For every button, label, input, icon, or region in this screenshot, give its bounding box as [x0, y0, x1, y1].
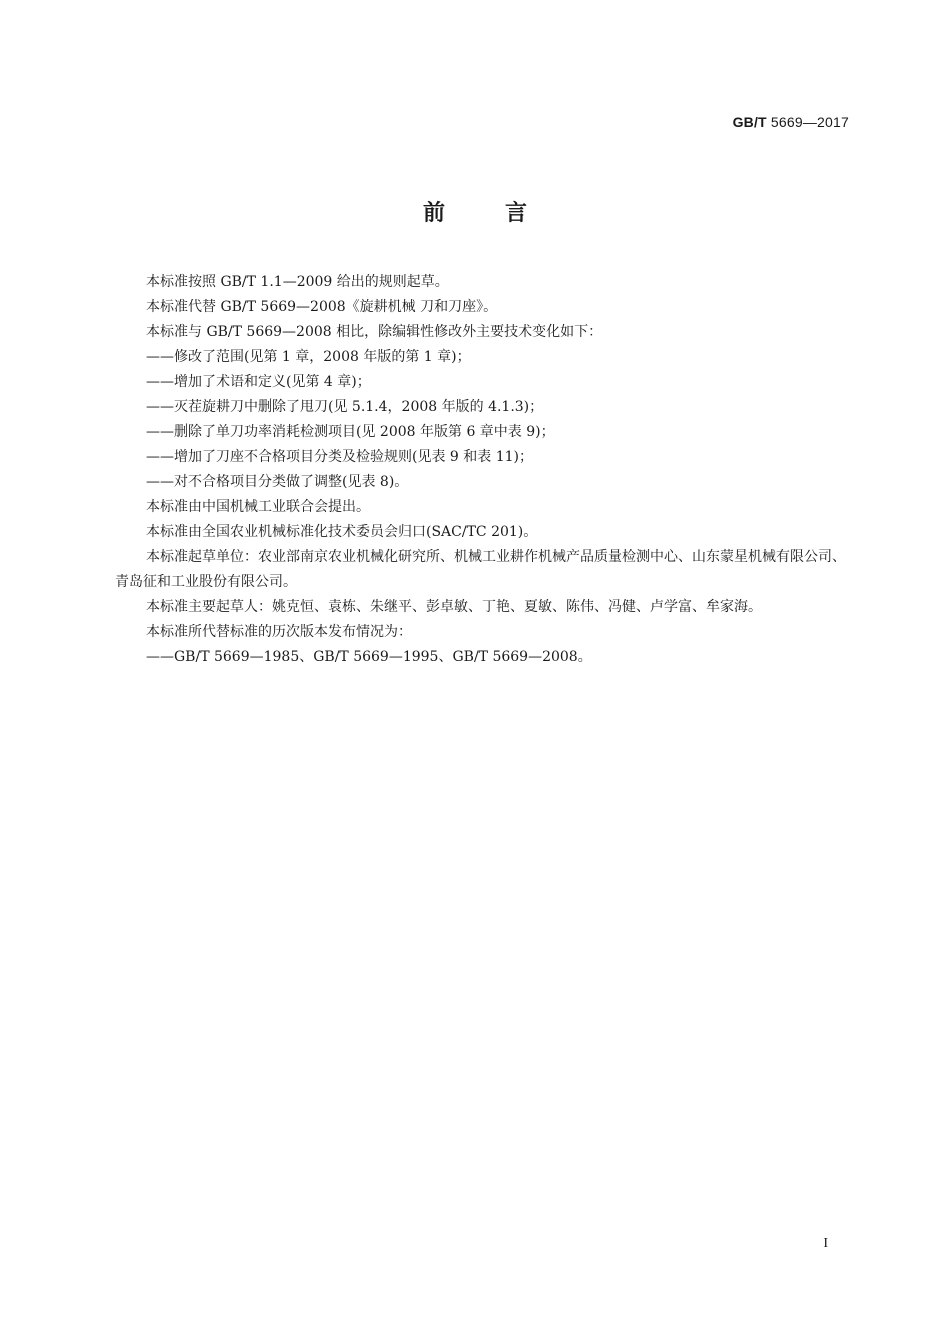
change-item: ——删除了单刀功率消耗检测项目(见 2008 年版第 6 章中表 9)； [146, 424, 555, 440]
paragraph-administered-by: 本标准由全国农业机械标准化技术委员会归口(SAC/TC 201)。 [146, 524, 538, 540]
paragraph-proposed-by: 本标准由中国机械工业联合会提出。 [146, 499, 370, 515]
change-item: ——修改了范围(见第 1 章，2008 年版的第 1 章)； [146, 349, 471, 365]
standard-number: 5669—2017 [770, 114, 849, 130]
history-item: ——GB/T 5669—1985、GB/T 5669—1995、GB/T 5669—2008。 [146, 649, 592, 665]
change-item: ——对不合格项目分类做了调整(见表 8)。 [146, 474, 409, 490]
paragraph-replaces: 本标准代替 GB/T 5669—2008《旋耕机械 刀和刀座》。 [146, 299, 498, 315]
paragraph-changes-intro: 本标准与 GB/T 5669—2008 相比，除编辑性修改外主要技术变化如下： [146, 324, 603, 340]
page-title: 前言 [422, 201, 587, 226]
foreword-body [115, 270, 850, 670]
page-number: I [823, 1236, 828, 1251]
paragraph-drafting-units: 本标准起草单位：农业部南京农业机械化研究所、机械工业耕作机械产品质量检测中心、山东蒙星机械有限公司、青岛征和工业股份有限公司。 [115, 549, 846, 590]
change-item: ——增加了刀座不合格项目分类及检验规则(见表 9 和表 11)； [146, 449, 533, 465]
paragraph-history-intro: 本标准所代替标准的历次版本发布情况为： [146, 624, 412, 640]
change-item: ——增加了术语和定义(见第 4 章)； [146, 374, 371, 390]
standard-prefix: GB/T [732, 114, 767, 130]
paragraph-drafters: 本标准主要起草人：姚克恒、袁栋、朱继平、彭卓敏、丁艳、夏敏、陈伟、冯健、卢学富、牟家海。 [146, 599, 762, 615]
change-item: ——灭茬旋耕刀中删除了甩刀(见 5.1.4，2008 年版的 4.1.3)； [146, 399, 544, 415]
paragraph-drafting-rules: 本标准按照 GB/T 1.1—2009 给出的规则起草。 [146, 274, 449, 290]
standard-code [733, 114, 849, 130]
